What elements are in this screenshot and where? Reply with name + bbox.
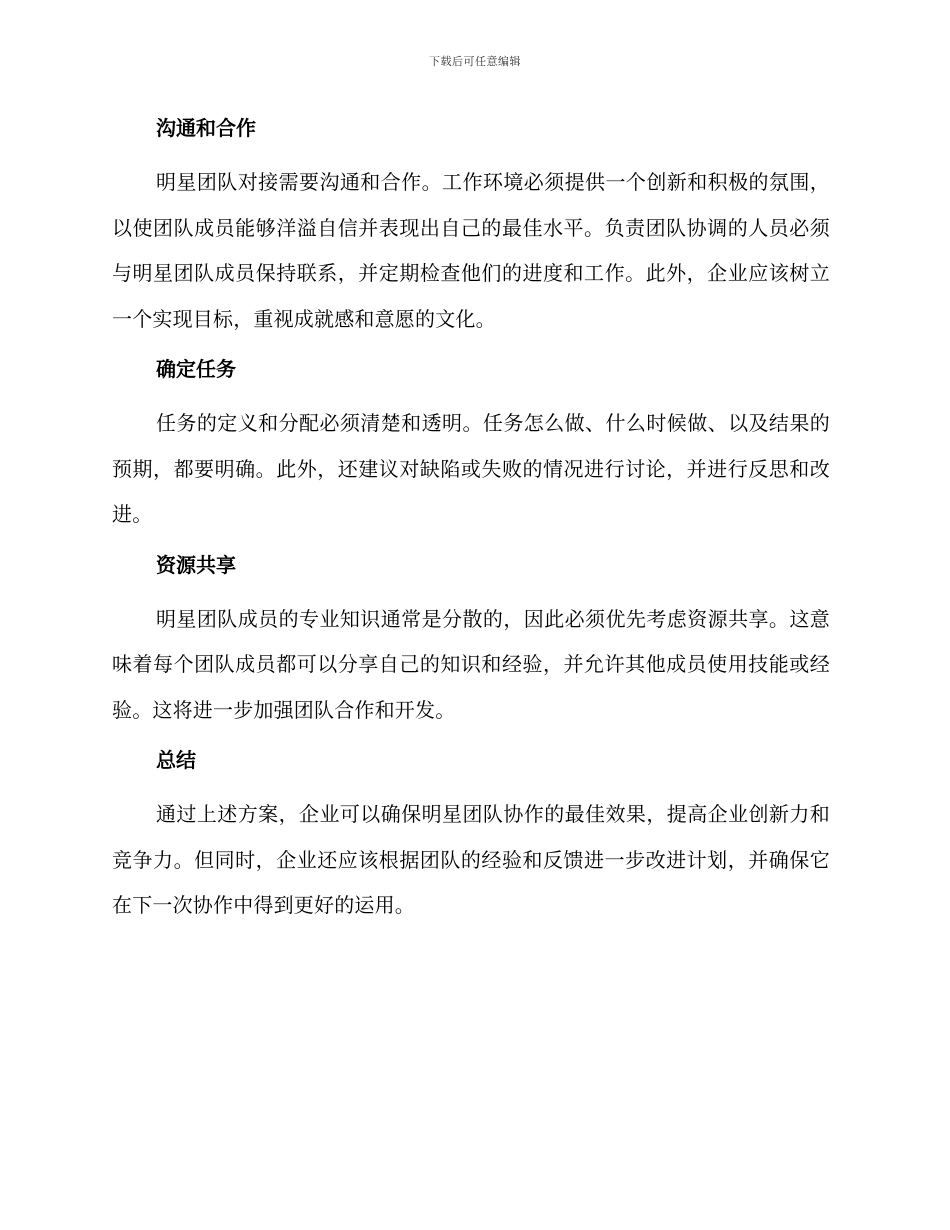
- section-summary: [112, 744, 830, 929]
- section-heading: 总结: [156, 748, 196, 772]
- section-heading: 确定任务: [156, 357, 236, 381]
- document-body: [112, 112, 830, 940]
- section-paragraph: 通过上述方案，企业可以确保明星团队协作的最佳效果，提高企业创新力和竞争力。但同时，企业还应该根据团队的经验和反馈进一步改进计划，并确保它在下一次协作中得到更好的运用。: [112, 802, 830, 917]
- header-note: 下载后可任意编辑: [429, 55, 521, 68]
- section-paragraph: 明星团队对接需要沟通和合作。工作环境必须提供一个创新和积极的氛围，以使团队成员能够洋溢自信并表现出自己的最佳水平。负责团队协调的人员必须与明星团队成员保持联系，并定期检查他们的进度和工作。此外，企业应该树立一个实现目标，重视成就感和意愿的文化。: [112, 170, 830, 331]
- section-heading: 沟通和合作: [156, 116, 256, 140]
- section-paragraph: 明星团队成员的专业知识通常是分散的，因此必须优先考虑资源共享。这意味着每个团队成员都可以分享自己的知识和经验，并允许其他成员使用技能或经验。这将进一步加强团队合作和开发。: [112, 606, 830, 722]
- section-paragraph: 任务的定义和分配必须清楚和透明。任务怎么做、什么时候做、以及结果的预期，都要明确。此外，还建议对缺陷或失败的情况进行讨论，并进行反思和改进。: [112, 411, 830, 526]
- section-heading: 资源共享: [156, 552, 236, 577]
- section-resource-sharing: [112, 549, 830, 734]
- section-define-tasks: [112, 353, 830, 538]
- section-communication: [112, 112, 830, 342]
